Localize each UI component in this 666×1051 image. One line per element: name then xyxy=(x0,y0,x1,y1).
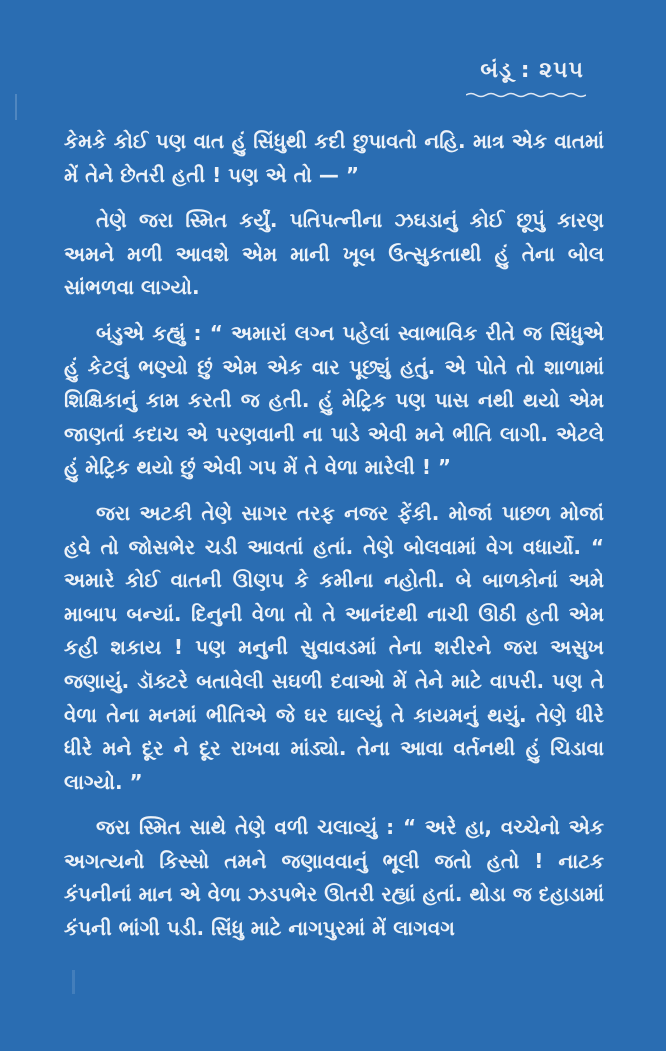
body-text xyxy=(64,125,604,958)
header-wavy-underline xyxy=(466,92,586,98)
page-margin-mark-bottom xyxy=(72,970,75,994)
paragraph-4: જરા અટકી તેણે સાગર તરફ નજર ફેંકી. મોજાં પાછળ મોજાં હવે તો જોસભેર ચડી આવતાં હતાં. તેણે બોલવામાં વેગ વધાર્યો. “ અમારે કોઈ વાતની ઊણપ કે કમીના નહોતી. બે બાળકોનાં અમે માબાપ બન્યાં. દિનુની વેળા તો તે આનંદથી નાચી ઊઠી હતી એમ કહી શકાય ! પણ મનુની સુવાવડમાં તેના શરીરને જરા અસુખ જણાયું. ડૉક્ટરે બતાવેલી સઘળી દવાઓ મેં તેને માટે વાપરી. પણ તે વેળા તેના મનમાં ભીતિએ જે ઘર ઘાલ્યું તે કાયમનું થયું. તેણે ધીરે ધીરે મને દૂર ને દૂર રાખવા માંડ્યો. તેના આવા વર્તનથી હું ચિડાવા લાગ્યો. ” xyxy=(64,500,604,794)
page-margin-mark xyxy=(15,94,17,120)
paragraph-5: જરા સ્મિત સાથે તેણે વળી ચલાવ્યું : “ અરે હા, વચ્ચેનો એક અગત્યનો કિસ્સો તમને જણાવવાનું ભૂલી જતો હતો ! નાટક કંપનીનાં માન એ વેળા ઝડપભેર ઊતરી રહ્યાં હતાં. થોડા જ દહાડામાં કંપની ભાંગી પડી. સિંધુ માટે નાગપુરમાં મેં લાગવગ xyxy=(64,815,604,941)
paragraph-2: તેણે જરા સ્મિત કર્યું. પતિપત્નીના ઝઘડાનું કોઈ છૂપું કારણ અમને મળી આવશે એમ માની ખૂબ ઉત્સુકતાથી હું તેના બોલ સાંભળવા લાગ્યો. xyxy=(64,208,604,300)
paragraph-1: કેમકે કોઈ પણ વાત હું સિંધુથી કદી છુપાવતો નહિ. માત્ર એક વાતમાં મેં તેને છેતરી હતી ! પણ એ તો — ” xyxy=(64,129,604,187)
paragraph-3: બંડુએ કહ્યું : “ અમારાં લગ્ન પહેલાં સ્વાભાવિક રીતે જ સિંધુએ હું કેટલું ભણ્યો છું એમ એક વાર પૂછ્યું હતું. એ પોતે તો શાળામાં શિક્ષિકાનું કામ કરતી જ હતી. હું મેટ્રિક પણ પાસ નથી થયો એમ જાણતાં કદાચ એ પરણવાની ના પાડે એવી મને ભીતિ લાગી. એટલે હું મેટ્રિક થયો છું એવી ગપ મેં તે વેળા મારેલી ! ” xyxy=(64,320,604,480)
running-header: બંડૂ : ૨૫૫ xyxy=(480,58,584,83)
